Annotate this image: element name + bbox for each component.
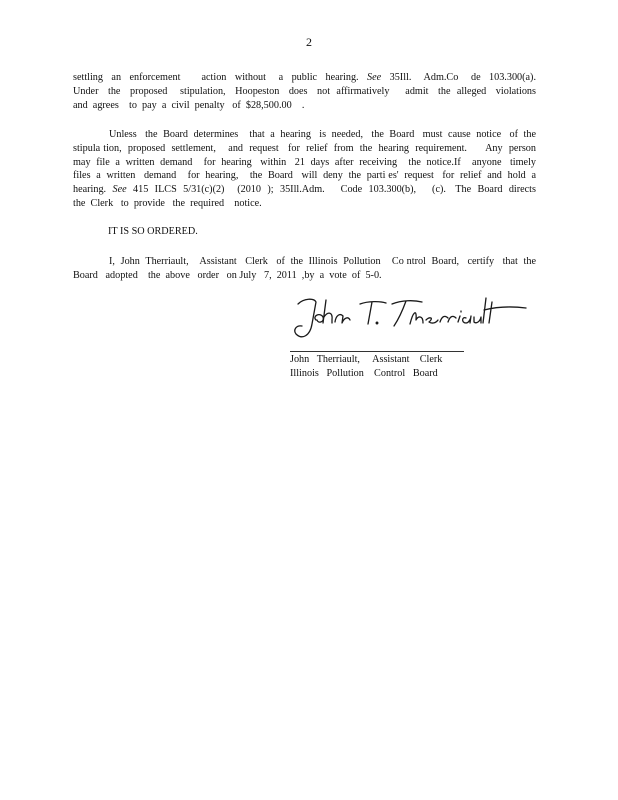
paragraph-certification (73, 255, 536, 283)
paragraph-hearing-notice (73, 128, 536, 211)
paragraph-line: Under the proposed stipulation, Hoopeston does not affirmatively admit the alleged violations (73, 85, 536, 97)
text-span: hearing. (73, 184, 113, 196)
citation-signal: See (112, 184, 127, 196)
text-span: 35Ill. Adm.Co de 103.300(a). (381, 72, 536, 83)
citation-signal: See (367, 72, 382, 83)
handwritten-signature (290, 290, 530, 345)
signer-name-title: John Therriault, Assistant Clerk (290, 354, 443, 365)
paragraph-line: and agrees to pay a civil penalty of $28,500.00 . (73, 99, 305, 111)
signer-block (290, 353, 442, 381)
paragraph-line: I, John Therriault, Assistant Clerk of the Illinois Pollution Co ntrol Board, certify that the (109, 256, 536, 267)
paragraph-line (73, 183, 536, 197)
paragraph-line: the Clerk to provide the required notice. (73, 197, 262, 209)
paragraph-line (73, 71, 536, 85)
text-span: 415 ILCS 5/31(c)(2) (2010 ); 35Ill.Adm. Code 103.300(b), (c). The Board directs (126, 184, 536, 196)
paragraph-line: Board adopted the above order on July 7, 2011 ,by a vote of 5-0. (73, 269, 382, 281)
page-number: 2 (306, 35, 312, 49)
paragraph-line: stipula tion, proposed settlement, and request for relief from the hearing requirement. Any person (73, 142, 536, 154)
paragraph-line: Unless the Board determines that a hearing is needed, the Board must cause notice of the (109, 129, 536, 140)
paragraph-line: may file a written demand for hearing within 21 days after receiving the notice.If anyone timely (73, 156, 536, 168)
signature-line (290, 351, 464, 352)
order-statement: IT IS SO ORDERED. (108, 226, 198, 237)
text-span: settling an enforcement action without a public hearing. (73, 72, 368, 83)
signer-organization: Illinois Pollution Control Board (290, 368, 438, 379)
paragraph-settlement (73, 71, 536, 112)
paragraph-line: files a written demand for hearing, the Board will deny the parti es' request for relief and hold a (73, 170, 536, 182)
